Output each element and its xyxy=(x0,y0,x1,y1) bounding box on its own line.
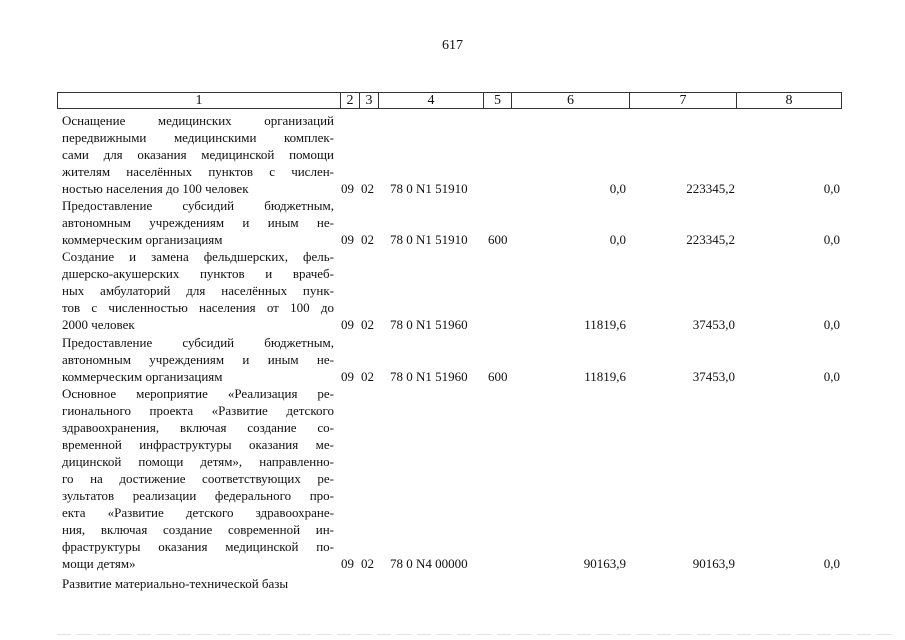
cell-rz: 09 xyxy=(341,181,354,196)
description-line: Оснащение медицинских организаций xyxy=(62,113,334,128)
row-description xyxy=(62,112,334,197)
header-col-4: 4 xyxy=(379,93,484,108)
cell-rz: 09 xyxy=(341,556,354,571)
cell-v8: 0,0 xyxy=(823,556,840,571)
cell-v8: 0,0 xyxy=(823,181,840,196)
description-line: автономным учреждениям и иным не- xyxy=(62,215,334,230)
cell-vr: 600 xyxy=(488,232,508,247)
description-line: екта «Развитие детского здравоохране- xyxy=(62,505,334,520)
cell-csr: 78 0 N1 51910 xyxy=(390,232,468,247)
description-line: фраструктуры оказания медицинской по- xyxy=(62,539,334,554)
description-line: гионального проекта «Развитие детского xyxy=(62,403,334,418)
description-line: Развитие материально-технической базы xyxy=(62,576,289,591)
header-col-2: 2 xyxy=(341,93,360,108)
description-line: жителям населённых пунктов с числен- xyxy=(62,164,334,179)
cell-rz: 09 xyxy=(341,369,354,384)
cell-v7: 90163,9 xyxy=(692,556,735,571)
cell-vr: 600 xyxy=(488,369,508,384)
description-line: 2000 человек xyxy=(62,317,135,332)
description-line: го на достижение соответствующих ре- xyxy=(62,471,334,486)
cell-pr: 02 xyxy=(361,369,374,384)
cell-v8: 0,0 xyxy=(823,317,840,332)
header-col-7: 7 xyxy=(630,93,737,108)
cell-csr: 78 0 N4 00000 xyxy=(390,556,468,571)
cell-v7: 37453,0 xyxy=(692,369,735,384)
cell-v7: 223345,2 xyxy=(686,181,735,196)
description-line: ностью населения до 100 человек xyxy=(62,181,249,196)
description-line: автономным учреждениям и иным не- xyxy=(62,352,334,367)
header-col-8: 8 xyxy=(785,93,793,108)
row-description xyxy=(62,334,334,385)
cell-v7: 223345,2 xyxy=(686,232,735,247)
description-line: здравоохранения, включая создание со- xyxy=(62,420,334,435)
row-description xyxy=(62,248,334,333)
page-number: 617 xyxy=(442,38,463,53)
description-line: коммерческим организациям xyxy=(62,369,223,384)
cell-v6: 90163,9 xyxy=(583,556,626,571)
header-col-3: 3 xyxy=(360,93,379,108)
cell-v6: 0,0 xyxy=(609,181,626,196)
header-col-6: 6 xyxy=(512,93,630,108)
description-line: Создание и замена фельдшерских, фель- xyxy=(62,249,334,264)
cell-pr: 02 xyxy=(361,232,374,247)
description-line: передвижными медицинскими комплек- xyxy=(62,130,334,145)
description-line: ния, включая создание современной ин- xyxy=(62,522,334,537)
cell-csr: 78 0 N1 51960 xyxy=(390,317,468,332)
cell-pr: 02 xyxy=(361,181,374,196)
description-line: Основное мероприятие «Реализация ре- xyxy=(62,386,334,401)
description-line: зультатов реализации федерального про- xyxy=(62,488,334,503)
cell-csr: 78 0 N1 51960 xyxy=(390,369,468,384)
cell-v6: 11819,6 xyxy=(584,369,626,384)
row-description xyxy=(62,385,334,572)
description-line: сами для оказания медицинской помощи xyxy=(62,147,334,162)
description-line: тов с численностью населения от 100 до xyxy=(62,300,334,315)
description-line: Предоставление субсидий бюджетным, xyxy=(62,335,334,350)
header-col-1: 1 xyxy=(58,93,341,108)
description-line: дицинской помощи детям», направленно- xyxy=(62,454,334,469)
description-line: ных амбулаторий для населённых пунк- xyxy=(62,283,334,298)
table-header xyxy=(57,92,842,109)
cell-v8: 0,0 xyxy=(823,232,840,247)
description-line: дшерско-акушерских пунктов и врачеб- xyxy=(62,266,334,281)
description-line: Предоставление субсидий бюджетным, xyxy=(62,198,334,213)
row-description xyxy=(62,575,334,592)
row-description xyxy=(62,197,334,248)
cell-v7: 37453,0 xyxy=(692,317,735,332)
header-col-5: 5 xyxy=(484,93,512,108)
cell-v8: 0,0 xyxy=(823,369,840,384)
description-line: мощи детям» xyxy=(62,556,136,571)
bottom-scan-line xyxy=(57,634,897,635)
cell-pr: 02 xyxy=(361,556,374,571)
description-line: временной инфраструктуры оказания ме- xyxy=(62,437,334,452)
cell-rz: 09 xyxy=(341,232,354,247)
cell-pr: 02 xyxy=(361,317,374,332)
cell-rz: 09 xyxy=(341,317,354,332)
cell-csr: 78 0 N1 51910 xyxy=(390,181,468,196)
cell-v6: 11819,6 xyxy=(584,317,626,332)
cell-v6: 0,0 xyxy=(609,232,626,247)
description-line: коммерческим организациям xyxy=(62,232,223,247)
